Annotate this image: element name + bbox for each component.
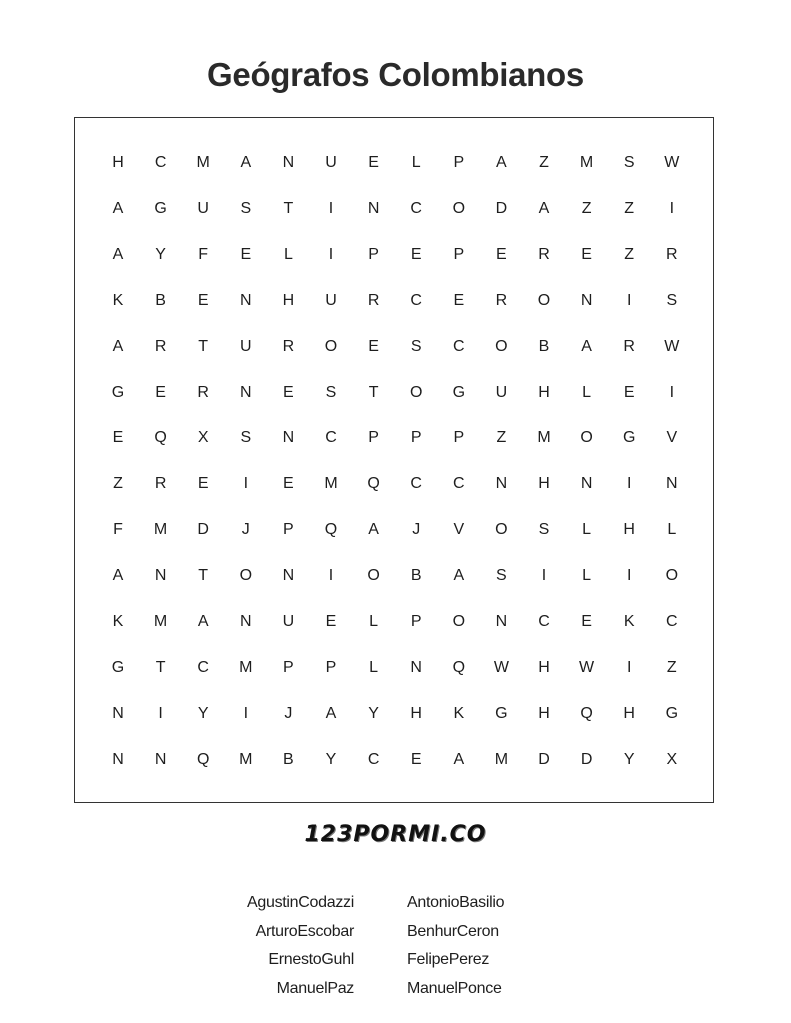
grid-letter[interactable]: A bbox=[112, 199, 124, 217]
grid-letter[interactable]: E bbox=[410, 245, 422, 263]
grid-letter[interactable]: N bbox=[112, 704, 124, 722]
grid-letter[interactable]: W bbox=[664, 337, 680, 355]
grid-letter[interactable]: Q bbox=[196, 750, 210, 768]
word-list-left bbox=[247, 889, 354, 1004]
grid-letter[interactable]: B bbox=[155, 291, 166, 309]
grid-letter[interactable]: U bbox=[240, 337, 252, 355]
grid-letter[interactable]: E bbox=[240, 245, 252, 263]
grid-letter[interactable]: D bbox=[580, 750, 593, 768]
grid-letter[interactable]: M bbox=[494, 750, 509, 768]
word-list-item: AntonioBasilio bbox=[407, 894, 505, 911]
grid-letter[interactable]: M bbox=[537, 429, 551, 447]
grid-letter[interactable]: K bbox=[112, 291, 124, 309]
grid-letter[interactable]: Z bbox=[113, 475, 123, 493]
grid-letter[interactable]: Y bbox=[623, 750, 635, 768]
grid-letter[interactable]: P bbox=[368, 245, 379, 263]
grid-letter[interactable]: Q bbox=[324, 521, 338, 539]
grid-letter[interactable]: O bbox=[537, 291, 551, 309]
grid-letter[interactable]: C bbox=[325, 429, 337, 447]
grid-letter[interactable]: G bbox=[452, 383, 466, 401]
grid-letter[interactable]: O bbox=[495, 521, 508, 539]
grid-letter[interactable]: Z bbox=[539, 154, 549, 171]
grid-letter[interactable]: X bbox=[666, 750, 678, 768]
grid-letter[interactable]: F bbox=[198, 245, 209, 263]
grid-letter[interactable]: L bbox=[582, 567, 592, 585]
grid-letter[interactable]: Q bbox=[580, 704, 593, 722]
word-list-item: BenhurCeron bbox=[407, 922, 499, 940]
grid-letter[interactable]: Z bbox=[581, 199, 592, 217]
grid-letter[interactable]: I bbox=[669, 383, 675, 401]
grid-letter[interactable]: L bbox=[411, 154, 421, 171]
grid-letter[interactable]: C bbox=[453, 475, 465, 493]
grid-letter[interactable]: S bbox=[538, 521, 550, 539]
grid-letter[interactable]: M bbox=[153, 613, 168, 630]
grid-letter[interactable]: Y bbox=[368, 704, 379, 722]
grid-letter[interactable]: Y bbox=[197, 704, 209, 722]
grid-letter[interactable]: F bbox=[113, 521, 123, 539]
grid-letter[interactable]: K bbox=[453, 704, 465, 722]
grid-letter[interactable]: I bbox=[669, 199, 675, 217]
grid-letter[interactable]: B bbox=[410, 567, 422, 585]
grid-letter[interactable]: E bbox=[325, 613, 337, 630]
grid-letter[interactable]: C bbox=[197, 658, 209, 676]
grid-letter[interactable]: E bbox=[368, 154, 379, 171]
grid-letter[interactable]: T bbox=[155, 658, 166, 676]
grid-letter[interactable]: P bbox=[453, 429, 465, 447]
grid-letter[interactable]: S bbox=[496, 567, 507, 585]
grid-letter[interactable]: O bbox=[367, 567, 380, 585]
grid-letter[interactable]: T bbox=[198, 567, 209, 585]
grid-letter[interactable]: A bbox=[112, 337, 124, 355]
grid-letter[interactable]: E bbox=[283, 383, 294, 401]
grid-letter[interactable]: J bbox=[412, 521, 421, 539]
grid-letter[interactable]: I bbox=[328, 199, 334, 217]
grid-letter[interactable]: U bbox=[495, 383, 508, 401]
grid-letter[interactable]: N bbox=[495, 475, 508, 493]
grid-letter[interactable]: R bbox=[154, 337, 167, 355]
grid-letter[interactable]: A bbox=[581, 337, 592, 355]
grid-letter[interactable]: E bbox=[368, 337, 379, 355]
word-search-board bbox=[74, 117, 714, 803]
grid-letter[interactable]: O bbox=[580, 429, 593, 447]
grid-letter[interactable]: I bbox=[243, 704, 249, 722]
grid-letter[interactable]: T bbox=[368, 383, 379, 401]
grid-letter[interactable]: Z bbox=[624, 199, 635, 217]
grid-letter[interactable]: P bbox=[410, 429, 422, 447]
grid-letter[interactable]: I bbox=[626, 291, 632, 309]
grid-letter[interactable]: I bbox=[328, 245, 334, 263]
grid-letter[interactable]: K bbox=[112, 613, 124, 630]
grid-letter[interactable]: G bbox=[622, 429, 636, 447]
grid-letter[interactable]: E bbox=[581, 613, 592, 630]
grid-letter[interactable]: M bbox=[239, 658, 253, 676]
word-list-item: AgustinCodazzi bbox=[247, 894, 354, 911]
grid-letter[interactable]: V bbox=[453, 521, 465, 539]
brand-logo: 123PORMI.CO bbox=[304, 822, 487, 847]
word-list-item: ErnestoGuhl bbox=[268, 951, 354, 969]
grid-letter[interactable]: R bbox=[197, 383, 209, 401]
grid-letter[interactable]: C bbox=[410, 475, 422, 493]
grid-letter[interactable]: P bbox=[410, 613, 422, 630]
grid-letter[interactable]: N bbox=[495, 613, 508, 630]
grid-letter[interactable]: H bbox=[538, 658, 550, 676]
grid-letter[interactable]: O bbox=[495, 337, 508, 355]
grid-letter[interactable]: N bbox=[240, 291, 252, 309]
grid-letter[interactable]: I bbox=[158, 704, 163, 722]
grid-letter[interactable]: M bbox=[153, 521, 168, 539]
grid-letter[interactable]: B bbox=[538, 337, 550, 355]
grid-letter[interactable]: H bbox=[410, 704, 422, 722]
grid-letter[interactable]: V bbox=[666, 429, 678, 447]
grid-letter[interactable]: J bbox=[284, 704, 293, 722]
grid-letter[interactable]: O bbox=[239, 567, 253, 585]
grid-letter[interactable]: C bbox=[367, 750, 380, 768]
grid-letter[interactable]: D bbox=[495, 199, 508, 217]
grid-letter[interactable]: R bbox=[367, 291, 380, 309]
grid-letter[interactable]: R bbox=[538, 245, 550, 263]
grid-letter[interactable]: G bbox=[111, 658, 125, 676]
grid-letter[interactable]: H bbox=[538, 383, 550, 401]
grid-letter[interactable]: C bbox=[538, 613, 550, 630]
grid-letter[interactable]: G bbox=[495, 704, 508, 722]
grid-letter[interactable]: A bbox=[197, 613, 209, 630]
grid-letter[interactable]: M bbox=[579, 154, 594, 171]
grid-letter[interactable]: A bbox=[453, 567, 465, 585]
grid-letter[interactable]: S bbox=[240, 429, 252, 447]
grid-letter[interactable]: S bbox=[240, 199, 252, 217]
grid-letter[interactable]: I bbox=[541, 567, 547, 585]
grid-letter[interactable]: N bbox=[282, 429, 295, 447]
grid-letter[interactable]: N bbox=[154, 750, 167, 768]
grid-letter[interactable]: S bbox=[623, 154, 635, 171]
grid-letter[interactable]: R bbox=[282, 337, 295, 355]
grid-letter[interactable]: Q bbox=[154, 429, 167, 447]
grid-letter[interactable]: Q bbox=[367, 475, 380, 493]
grid-letter[interactable]: T bbox=[198, 337, 209, 355]
grid-letter[interactable]: E bbox=[410, 750, 422, 768]
grid-letter[interactable]: C bbox=[453, 337, 465, 355]
grid-letter[interactable]: Y bbox=[155, 245, 166, 263]
grid-letter[interactable]: E bbox=[623, 383, 635, 401]
grid-letter[interactable]: W bbox=[493, 658, 509, 676]
grid-letter[interactable]: H bbox=[112, 154, 124, 171]
grid-letter[interactable]: U bbox=[325, 154, 337, 171]
grid-letter[interactable]: U bbox=[282, 613, 295, 630]
grid-letter[interactable]: E bbox=[581, 245, 592, 263]
grid-letter[interactable]: R bbox=[623, 337, 635, 355]
grid-letter[interactable]: L bbox=[667, 521, 677, 539]
grid-letter[interactable]: I bbox=[328, 567, 334, 585]
grid-letter[interactable]: U bbox=[325, 291, 337, 309]
grid-letter[interactable]: I bbox=[626, 475, 632, 493]
grid-letter[interactable]: R bbox=[495, 291, 508, 309]
word-list-item: FelipePerez bbox=[407, 951, 490, 969]
grid-letter[interactable]: Z bbox=[496, 429, 507, 447]
grid-letter[interactable]: O bbox=[665, 567, 679, 585]
grid-letter[interactable]: O bbox=[324, 337, 338, 355]
grid-letter[interactable]: T bbox=[283, 199, 294, 217]
grid-letter[interactable]: P bbox=[283, 658, 294, 676]
grid-letter[interactable]: E bbox=[112, 429, 124, 447]
grid-letter[interactable]: N bbox=[240, 383, 252, 401]
grid-letter[interactable]: G bbox=[154, 199, 167, 217]
grid-letter[interactable]: P bbox=[453, 245, 465, 263]
grid-letter[interactable]: A bbox=[112, 245, 124, 263]
grid-letter[interactable]: P bbox=[325, 658, 337, 676]
word-list-item: ManuelPonce bbox=[407, 980, 502, 998]
grid-letter[interactable]: Q bbox=[452, 658, 466, 676]
grid-letter[interactable]: E bbox=[496, 245, 507, 263]
grid-letter[interactable]: C bbox=[154, 154, 167, 171]
grid-letter[interactable]: N bbox=[410, 658, 422, 676]
grid-letter[interactable]: I bbox=[626, 567, 632, 585]
grid-letter[interactable]: L bbox=[283, 245, 293, 263]
grid-letter[interactable]: A bbox=[496, 154, 507, 171]
grid-letter[interactable]: P bbox=[368, 429, 379, 447]
grid-letter[interactable]: N bbox=[580, 475, 593, 493]
grid-letter[interactable]: S bbox=[325, 383, 337, 401]
word-list-item: ManuelPaz bbox=[276, 980, 354, 998]
grid-letter[interactable]: N bbox=[367, 199, 380, 217]
grid-letter[interactable]: A bbox=[325, 704, 337, 722]
grid-letter[interactable]: Z bbox=[624, 245, 635, 263]
grid-letter[interactable]: H bbox=[623, 521, 635, 539]
grid-letter[interactable]: H bbox=[623, 704, 635, 722]
word-list-item: ArturoEscobar bbox=[255, 922, 354, 940]
grid-letter[interactable]: N bbox=[112, 750, 124, 768]
grid-letter[interactable]: D bbox=[197, 521, 209, 539]
grid-letter[interactable]: Y bbox=[325, 750, 337, 768]
grid-letter[interactable]: L bbox=[369, 613, 379, 630]
grid-letter[interactable]: H bbox=[538, 475, 550, 493]
grid-letter[interactable]: N bbox=[666, 475, 678, 493]
grid-letter[interactable]: L bbox=[582, 521, 592, 539]
grid-letter[interactable]: H bbox=[282, 291, 295, 309]
grid-letter[interactable]: G bbox=[665, 704, 679, 722]
grid-letter[interactable]: I bbox=[243, 475, 249, 493]
grid-letter[interactable]: M bbox=[324, 475, 338, 493]
grid-letter[interactable]: N bbox=[154, 567, 167, 585]
grid-letter[interactable]: R bbox=[666, 245, 678, 263]
grid-letter[interactable]: E bbox=[197, 475, 209, 493]
grid-letter[interactable]: C bbox=[666, 613, 678, 630]
grid-letter[interactable]: A bbox=[240, 154, 252, 171]
grid-letter[interactable]: C bbox=[410, 199, 422, 217]
grid-letter[interactable]: A bbox=[368, 521, 379, 539]
grid-letter[interactable]: M bbox=[196, 154, 210, 171]
grid-letter[interactable]: S bbox=[410, 337, 422, 355]
grid-letter[interactable]: P bbox=[453, 154, 465, 171]
grid-letter[interactable]: H bbox=[538, 704, 550, 722]
grid-letter[interactable]: S bbox=[666, 291, 678, 309]
grid-letter[interactable]: N bbox=[282, 567, 295, 585]
grid-letter[interactable]: L bbox=[582, 383, 592, 401]
grid-letter[interactable]: O bbox=[452, 613, 466, 630]
grid-letter[interactable]: M bbox=[239, 750, 253, 768]
letter-grid bbox=[75, 118, 713, 802]
puzzle-title: Geógrafos Colombianos bbox=[207, 56, 584, 93]
grid-letter[interactable]: X bbox=[197, 429, 209, 447]
grid-letter[interactable]: A bbox=[112, 567, 124, 585]
grid-letter[interactable]: J bbox=[241, 521, 250, 539]
grid-letter[interactable]: C bbox=[410, 291, 422, 309]
grid-letter[interactable]: D bbox=[538, 750, 550, 768]
grid-letter[interactable]: P bbox=[283, 521, 294, 539]
grid-letter[interactable]: N bbox=[282, 154, 295, 171]
grid-letter[interactable]: O bbox=[409, 383, 423, 401]
grid-letter[interactable]: N bbox=[240, 613, 252, 630]
grid-letter[interactable]: I bbox=[626, 658, 632, 676]
grid-letter[interactable]: Z bbox=[666, 658, 677, 676]
grid-letter[interactable]: E bbox=[155, 383, 166, 401]
grid-letter[interactable]: W bbox=[664, 154, 680, 171]
grid-letter[interactable]: B bbox=[283, 750, 294, 768]
grid-letter[interactable]: E bbox=[453, 291, 465, 309]
grid-letter[interactable]: L bbox=[369, 658, 379, 676]
grid-letter[interactable]: G bbox=[111, 383, 125, 401]
grid-letter[interactable]: W bbox=[579, 658, 595, 676]
grid-letter[interactable]: N bbox=[580, 291, 593, 309]
grid-letter[interactable]: A bbox=[453, 750, 465, 768]
grid-letter[interactable]: R bbox=[154, 475, 167, 493]
grid-letter[interactable]: E bbox=[197, 291, 209, 309]
grid-letter[interactable]: K bbox=[623, 613, 635, 630]
grid-letter[interactable]: E bbox=[283, 475, 294, 493]
word-list-right bbox=[407, 889, 504, 1004]
grid-letter[interactable]: U bbox=[197, 199, 209, 217]
grid-letter[interactable]: A bbox=[538, 199, 550, 217]
grid-letter[interactable]: O bbox=[452, 199, 466, 217]
